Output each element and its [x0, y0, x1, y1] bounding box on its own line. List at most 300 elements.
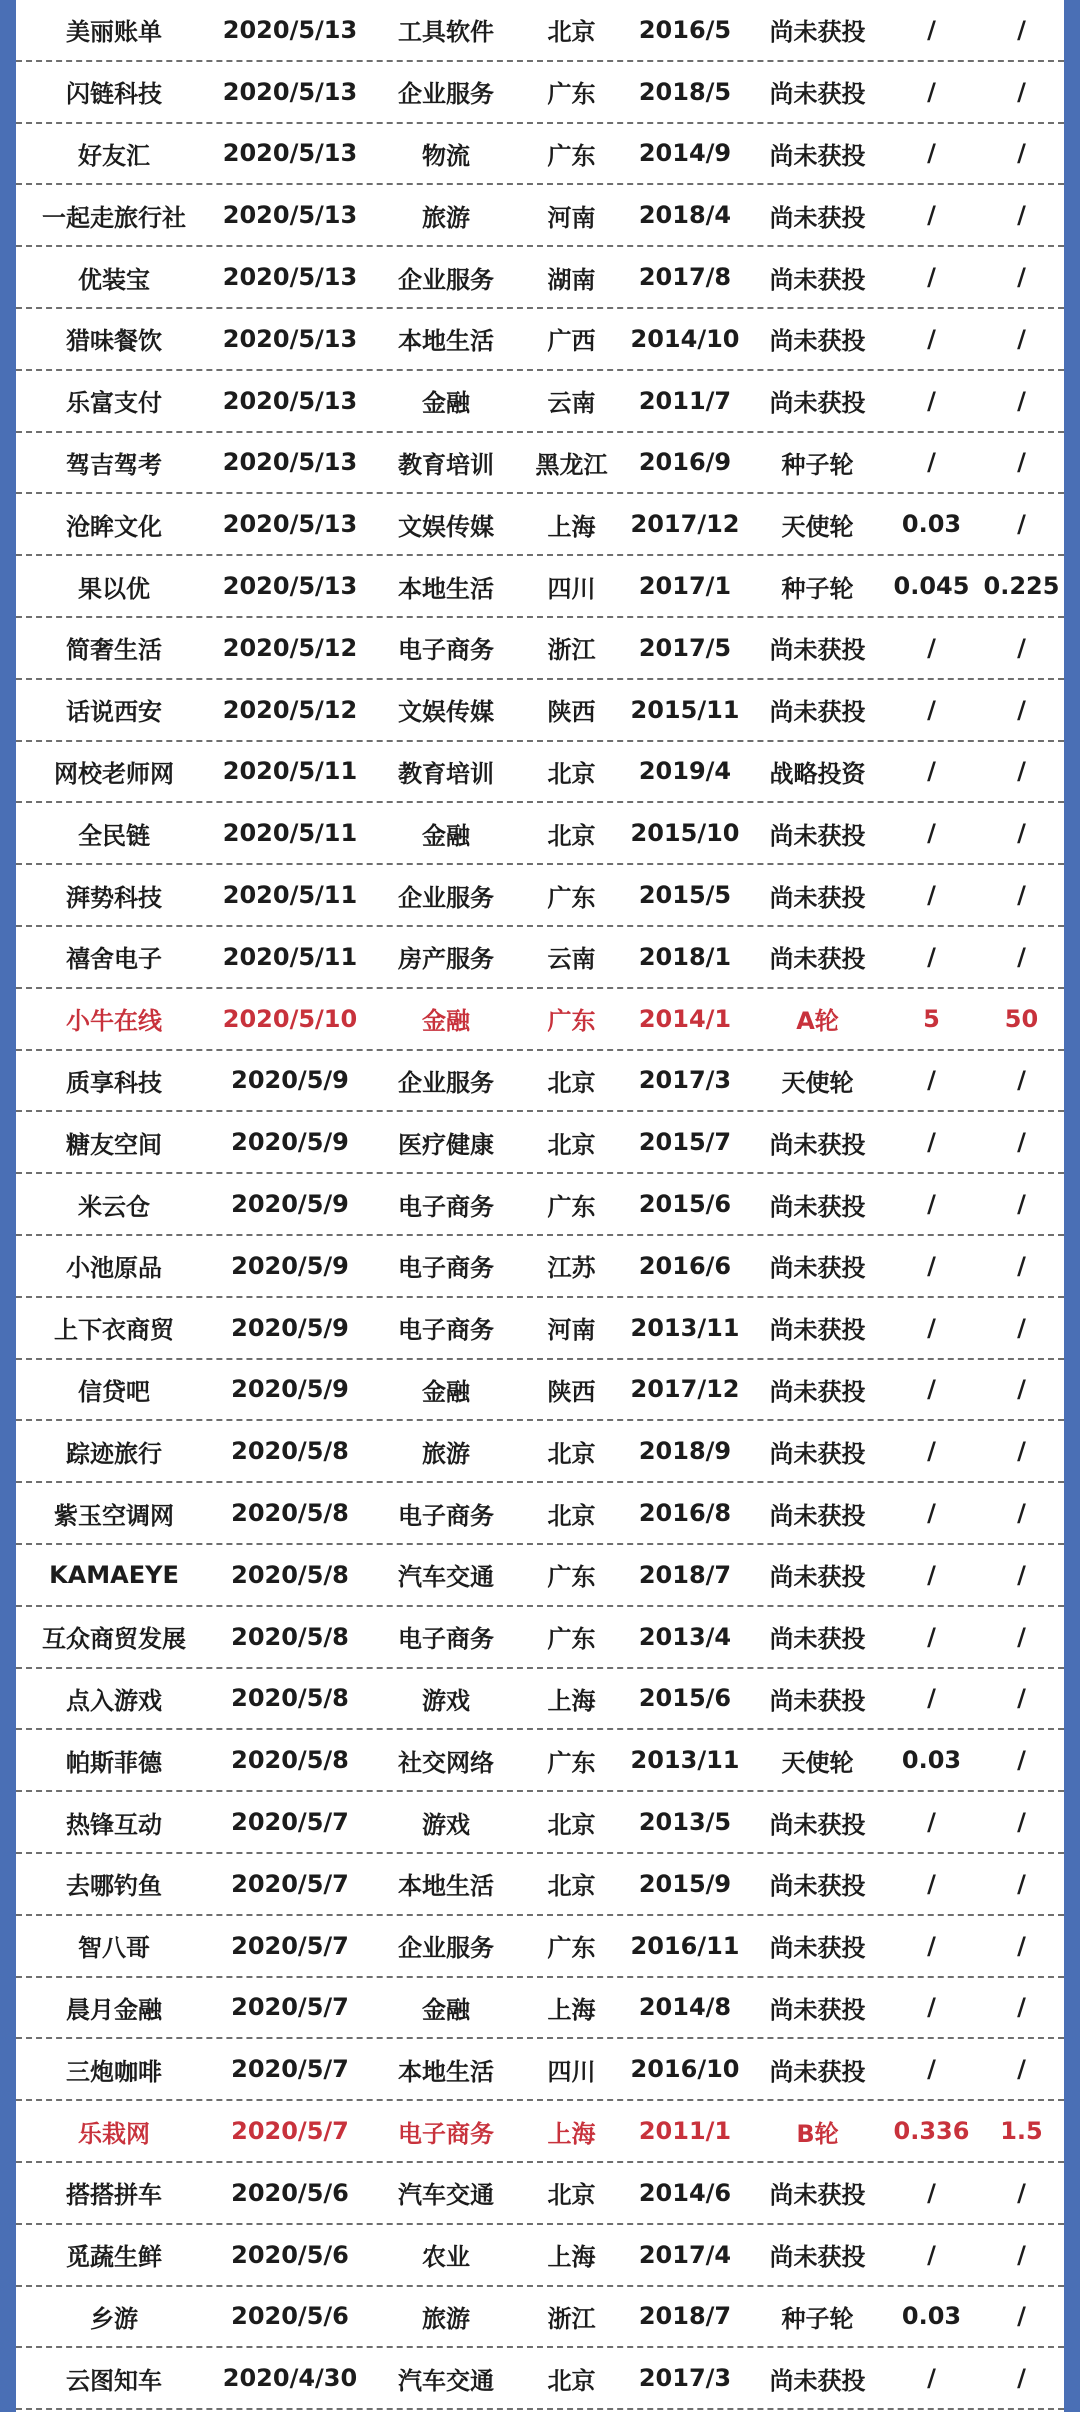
- founded-cell: 2015/7: [638, 1128, 732, 1157]
- table-row: [16, 1730, 1064, 1792]
- valuation-cell: /: [1017, 386, 1026, 415]
- region-cell: 广东: [547, 1625, 596, 1654]
- date-cell: 2020/5/12: [222, 695, 358, 724]
- amount-cell: /: [927, 1128, 936, 1157]
- company-name-cell: 全民链: [78, 821, 150, 850]
- date-cell: 2020/5/7: [231, 1993, 349, 2022]
- region-cell: 北京: [547, 1501, 596, 1530]
- round-cell: 尚未获投: [769, 2181, 866, 2210]
- valuation-cell: /: [1017, 2178, 1026, 2207]
- industry-cell: 企业服务: [398, 883, 494, 912]
- date-cell: 2020/5/11: [222, 942, 358, 971]
- table-row: [16, 0, 1064, 62]
- founded-cell: 2013/11: [630, 1313, 740, 1342]
- date-cell: 2020/5/11: [222, 819, 358, 848]
- valuation-cell: /: [1017, 1499, 1026, 1528]
- valuation-cell: /: [1017, 695, 1026, 724]
- valuation-cell: /: [1017, 2302, 1026, 2331]
- date-cell: 2020/5/8: [231, 1622, 349, 1651]
- industry-cell: 金融: [422, 1995, 470, 2024]
- founded-cell: 2017/4: [638, 2240, 732, 2269]
- round-cell: 尚未获投: [769, 389, 866, 418]
- amount-cell: /: [927, 139, 936, 168]
- valuation-cell: /: [1017, 1251, 1026, 1280]
- region-cell: 云南: [547, 389, 596, 418]
- region-cell: 江苏: [547, 1254, 596, 1283]
- table-row: [16, 1792, 1064, 1854]
- date-cell: 2020/5/8: [231, 1499, 349, 1528]
- round-cell: 尚未获投: [769, 265, 866, 294]
- table-row: [16, 1421, 1064, 1483]
- valuation-cell: /: [1017, 1808, 1026, 1837]
- company-name-cell: 搭搭拼车: [66, 2181, 162, 2210]
- amount-cell: 0.03: [901, 510, 962, 539]
- amount-cell: 0.03: [901, 1746, 962, 1775]
- industry-cell: 企业服务: [398, 80, 494, 109]
- amount-cell: /: [927, 1251, 936, 1280]
- company-name-cell: 果以优: [78, 574, 150, 603]
- amount-cell: /: [927, 2178, 936, 2207]
- table-row: [16, 1854, 1064, 1916]
- round-cell: 尚未获投: [769, 80, 866, 109]
- valuation-cell: 1.5: [1000, 2117, 1043, 2146]
- date-cell: 2020/5/7: [231, 1931, 349, 1960]
- founded-cell: 2014/9: [638, 139, 732, 168]
- company-name-cell: 小牛在线: [66, 1007, 162, 1036]
- industry-cell: 金融: [422, 1377, 470, 1406]
- company-name-cell: 驾吉驾考: [66, 450, 162, 479]
- valuation-cell: /: [1017, 263, 1026, 292]
- industry-cell: 电子商务: [398, 1316, 494, 1345]
- region-cell: 广东: [547, 141, 596, 170]
- region-cell: 河南: [547, 1316, 596, 1345]
- round-cell: 尚未获投: [769, 1686, 866, 1715]
- amount-cell: /: [927, 1066, 936, 1095]
- table-row: [16, 309, 1064, 371]
- valuation-cell: /: [1017, 1746, 1026, 1775]
- founded-cell: 2017/12: [630, 510, 740, 539]
- company-name-cell: 闪链科技: [66, 80, 162, 109]
- founded-cell: 2017/3: [638, 2364, 732, 2393]
- date-cell: 2020/5/13: [222, 15, 358, 44]
- region-cell: 四川: [547, 574, 596, 603]
- amount-cell: /: [927, 1869, 936, 1898]
- round-cell: 尚未获投: [769, 2243, 866, 2272]
- industry-cell: 旅游: [422, 2304, 470, 2333]
- valuation-cell: 0.225: [983, 572, 1060, 601]
- amount-cell: /: [927, 1437, 936, 1466]
- table-row: [16, 1174, 1064, 1236]
- region-cell: 黑龙江: [535, 450, 608, 479]
- table-row: [16, 247, 1064, 309]
- valuation-cell: /: [1017, 1560, 1026, 1589]
- date-cell: 2020/5/7: [231, 1808, 349, 1837]
- date-cell: 2020/5/13: [222, 201, 358, 230]
- table-row: [16, 742, 1064, 804]
- amount-cell: /: [927, 2055, 936, 2084]
- industry-cell: 企业服务: [398, 1068, 494, 1097]
- round-cell: 尚未获投: [769, 1934, 866, 1963]
- round-cell: 尚未获投: [769, 1810, 866, 1839]
- company-name-cell: 乐富支付: [66, 389, 162, 418]
- table-row: [16, 803, 1064, 865]
- company-name-cell: 猎味餐饮: [66, 327, 162, 356]
- company-name-cell: 热锋互动: [66, 1810, 162, 1839]
- founded-cell: 2016/11: [630, 1931, 740, 1960]
- company-name-cell: 米云仓: [78, 1192, 150, 1221]
- date-cell: 2020/5/6: [231, 2302, 349, 2331]
- valuation-cell: /: [1017, 1684, 1026, 1713]
- company-name-cell: 互众商贸发展: [42, 1625, 186, 1654]
- company-name-cell: 帕斯菲德: [66, 1748, 162, 1777]
- industry-cell: 本地生活: [398, 1872, 494, 1901]
- industry-cell: 物流: [422, 141, 470, 170]
- industry-cell: 企业服务: [398, 265, 494, 294]
- table-row: [16, 371, 1064, 433]
- founded-cell: 2018/9: [638, 1437, 732, 1466]
- founded-cell: 2017/1: [638, 572, 732, 601]
- founded-cell: 2015/6: [638, 1190, 732, 1219]
- amount-cell: 0.336: [893, 2117, 970, 2146]
- company-name-cell: 话说西安: [66, 698, 162, 727]
- region-cell: 广东: [547, 1563, 596, 1592]
- amount-cell: 5: [923, 1004, 940, 1033]
- company-name-cell: 觅蔬生鲜: [66, 2243, 162, 2272]
- founded-cell: 2011/7: [638, 386, 732, 415]
- industry-cell: 电子商务: [398, 1254, 494, 1283]
- founded-cell: 2017/8: [638, 263, 732, 292]
- industry-cell: 电子商务: [398, 2119, 494, 2148]
- amount-cell: /: [927, 324, 936, 353]
- industry-cell: 企业服务: [398, 1934, 494, 1963]
- industry-cell: 本地生活: [398, 327, 494, 356]
- date-cell: 2020/5/9: [231, 1375, 349, 1404]
- valuation-cell: /: [1017, 2240, 1026, 2269]
- founded-cell: 2014/1: [638, 1004, 732, 1033]
- amount-cell: 0.045: [893, 572, 970, 601]
- round-cell: 尚未获投: [769, 1316, 866, 1345]
- company-name-cell: 优装宝: [78, 265, 150, 294]
- table-row: [16, 1545, 1064, 1607]
- founded-cell: 2018/5: [638, 77, 732, 106]
- industry-cell: 金融: [422, 821, 470, 850]
- valuation-cell: /: [1017, 15, 1026, 44]
- round-cell: 天使轮: [781, 1748, 854, 1777]
- amount-cell: /: [927, 1313, 936, 1342]
- industry-cell: 电子商务: [398, 1192, 494, 1221]
- region-cell: 上海: [547, 512, 596, 541]
- date-cell: 2020/5/13: [222, 510, 358, 539]
- round-cell: 尚未获投: [769, 1995, 866, 2024]
- founded-cell: 2017/5: [638, 633, 732, 662]
- amount-cell: /: [927, 1560, 936, 1589]
- company-name-cell: 质享科技: [66, 1068, 162, 1097]
- date-cell: 2020/5/13: [222, 263, 358, 292]
- amount-cell: /: [927, 942, 936, 971]
- industry-cell: 教育培训: [398, 759, 494, 788]
- date-cell: 2020/5/9: [231, 1251, 349, 1280]
- amount-cell: /: [927, 2240, 936, 2269]
- founded-cell: 2011/1: [638, 2117, 732, 2146]
- valuation-cell: 50: [1004, 1004, 1039, 1033]
- region-cell: 北京: [547, 18, 596, 47]
- round-cell: 尚未获投: [769, 2057, 866, 2086]
- round-cell: 种子轮: [781, 450, 854, 479]
- valuation-cell: /: [1017, 1622, 1026, 1651]
- table-row: [16, 1916, 1064, 1978]
- table-row: [16, 1483, 1064, 1545]
- round-cell: 尚未获投: [769, 18, 866, 47]
- founded-cell: 2014/8: [638, 1993, 732, 2022]
- round-cell: 天使轮: [781, 1068, 854, 1097]
- valuation-cell: /: [1017, 1993, 1026, 2022]
- industry-cell: 金融: [422, 1007, 470, 1036]
- valuation-cell: /: [1017, 881, 1026, 910]
- date-cell: 2020/5/13: [222, 572, 358, 601]
- amount-cell: /: [927, 1499, 936, 1528]
- round-cell: 尚未获投: [769, 1130, 866, 1159]
- table-row: [16, 1360, 1064, 1422]
- industry-cell: 游戏: [422, 1686, 470, 1715]
- round-cell: 尚未获投: [769, 636, 866, 665]
- round-cell: 天使轮: [781, 512, 854, 541]
- region-cell: 湖南: [547, 265, 596, 294]
- valuation-cell: /: [1017, 942, 1026, 971]
- date-cell: 2020/5/6: [231, 2178, 349, 2207]
- round-cell: 尚未获投: [769, 1254, 866, 1283]
- industry-cell: 医疗健康: [398, 1130, 494, 1159]
- region-cell: 上海: [547, 2243, 596, 2272]
- company-name-cell: 三炮咖啡: [66, 2057, 162, 2086]
- company-name-cell: 禧舍电子: [66, 945, 162, 974]
- amount-cell: /: [927, 2364, 936, 2393]
- valuation-cell: /: [1017, 633, 1026, 662]
- founded-cell: 2016/9: [638, 448, 732, 477]
- date-cell: 2020/5/7: [231, 1869, 349, 1898]
- company-name-cell: 云图知车: [66, 2366, 162, 2395]
- amount-cell: /: [927, 386, 936, 415]
- round-cell: 尚未获投: [769, 2366, 866, 2395]
- valuation-cell: /: [1017, 2364, 1026, 2393]
- round-cell: 尚未获投: [769, 1563, 866, 1592]
- date-cell: 2020/5/9: [231, 1128, 349, 1157]
- date-cell: 2020/5/7: [231, 2055, 349, 2084]
- amount-cell: /: [927, 695, 936, 724]
- round-cell: 尚未获投: [769, 1439, 866, 1468]
- region-cell: 广东: [547, 1007, 596, 1036]
- table-row: [16, 494, 1064, 556]
- table-row: [16, 124, 1064, 186]
- table-row: [16, 433, 1064, 495]
- region-cell: 北京: [547, 759, 596, 788]
- founded-cell: 2013/5: [638, 1808, 732, 1837]
- valuation-cell: /: [1017, 1931, 1026, 1960]
- company-name-cell: 美丽账单: [66, 18, 162, 47]
- region-cell: 上海: [547, 1995, 596, 2024]
- region-cell: 广东: [547, 883, 596, 912]
- round-cell: 种子轮: [781, 574, 854, 603]
- valuation-cell: /: [1017, 2055, 1026, 2084]
- industry-cell: 旅游: [422, 1439, 470, 1468]
- region-cell: 广西: [547, 327, 596, 356]
- industry-cell: 社交网络: [398, 1748, 494, 1777]
- company-name-cell: 好友汇: [78, 141, 150, 170]
- round-cell: 尚未获投: [769, 1501, 866, 1530]
- industry-cell: 农业: [422, 2243, 470, 2272]
- company-name-cell: 小池原品: [66, 1254, 162, 1283]
- valuation-cell: /: [1017, 1869, 1026, 1898]
- valuation-cell: /: [1017, 1375, 1026, 1404]
- industry-cell: 本地生活: [398, 2057, 494, 2086]
- table-row: [16, 1236, 1064, 1298]
- valuation-cell: /: [1017, 757, 1026, 786]
- company-name-cell: 一起走旅行社: [42, 203, 186, 232]
- amount-cell: /: [927, 1375, 936, 1404]
- table-row: [16, 2225, 1064, 2287]
- table-row: [16, 556, 1064, 618]
- date-cell: 2020/5/13: [222, 448, 358, 477]
- industry-cell: 汽车交通: [398, 1563, 494, 1592]
- amount-cell: /: [927, 201, 936, 230]
- founded-cell: 2016/6: [638, 1251, 732, 1280]
- round-cell: 尚未获投: [769, 945, 866, 974]
- company-name-cell: 点入游戏: [66, 1686, 162, 1715]
- region-cell: 广东: [547, 80, 596, 109]
- region-cell: 北京: [547, 2181, 596, 2210]
- date-cell: 2020/5/13: [222, 139, 358, 168]
- company-name-cell: 晨月金融: [66, 1995, 162, 2024]
- date-cell: 2020/5/13: [222, 386, 358, 415]
- region-cell: 云南: [547, 945, 596, 974]
- amount-cell: /: [927, 1190, 936, 1219]
- date-cell: 2020/5/8: [231, 1746, 349, 1775]
- amount-cell: /: [927, 1684, 936, 1713]
- industry-cell: 本地生活: [398, 574, 494, 603]
- industry-cell: 金融: [422, 389, 470, 418]
- company-name-cell: 信贷吧: [78, 1377, 150, 1406]
- region-cell: 四川: [547, 2057, 596, 2086]
- region-cell: 浙江: [547, 636, 596, 665]
- founded-cell: 2016/10: [630, 2055, 740, 2084]
- round-cell: 尚未获投: [769, 203, 866, 232]
- valuation-cell: /: [1017, 77, 1026, 106]
- table-row: [16, 1978, 1064, 2040]
- region-cell: 上海: [547, 2119, 596, 2148]
- company-name-cell: 沧眸文化: [66, 512, 162, 541]
- industry-cell: 工具软件: [398, 18, 494, 47]
- industry-cell: 电子商务: [398, 636, 494, 665]
- founded-cell: 2017/3: [638, 1066, 732, 1095]
- founded-cell: 2015/10: [630, 819, 740, 848]
- amount-cell: 0.03: [901, 2302, 962, 2331]
- date-cell: 2020/5/13: [222, 77, 358, 106]
- round-cell: B轮: [796, 2119, 839, 2148]
- date-cell: 2020/5/9: [231, 1066, 349, 1095]
- region-cell: 广东: [547, 1934, 596, 1963]
- company-name-cell: 踪迹旅行: [66, 1439, 162, 1468]
- date-cell: 2020/5/8: [231, 1437, 349, 1466]
- founded-cell: 2018/1: [638, 942, 732, 971]
- round-cell: A轮: [796, 1007, 839, 1036]
- date-cell: 2020/4/30: [222, 2364, 358, 2393]
- industry-cell: 教育培训: [398, 450, 494, 479]
- table-row: [16, 1112, 1064, 1174]
- amount-cell: /: [927, 633, 936, 662]
- date-cell: 2020/5/7: [231, 2117, 349, 2146]
- founded-cell: 2017/12: [630, 1375, 740, 1404]
- round-cell: 种子轮: [781, 2304, 854, 2333]
- company-name-cell: 紫玉空调网: [54, 1501, 174, 1530]
- region-cell: 北京: [547, 1872, 596, 1901]
- date-cell: 2020/5/12: [222, 633, 358, 662]
- industry-cell: 汽车交通: [398, 2181, 494, 2210]
- amount-cell: /: [927, 819, 936, 848]
- valuation-cell: /: [1017, 1128, 1026, 1157]
- company-name-cell: 去哪钓鱼: [66, 1872, 162, 1901]
- date-cell: 2020/5/8: [231, 1560, 349, 1589]
- round-cell: 尚未获投: [769, 327, 866, 356]
- founded-cell: 2016/8: [638, 1499, 732, 1528]
- table-row: [16, 865, 1064, 927]
- region-cell: 北京: [547, 1068, 596, 1097]
- date-cell: 2020/5/10: [222, 1004, 358, 1033]
- date-cell: 2020/5/9: [231, 1190, 349, 1219]
- founded-cell: 2018/7: [638, 1560, 732, 1589]
- region-cell: 北京: [547, 1810, 596, 1839]
- industry-cell: 汽车交通: [398, 2366, 494, 2395]
- region-cell: 陕西: [547, 1377, 596, 1406]
- amount-cell: /: [927, 881, 936, 910]
- region-cell: 陕西: [547, 698, 596, 727]
- valuation-cell: /: [1017, 139, 1026, 168]
- table-row: [16, 680, 1064, 742]
- industry-cell: 旅游: [422, 203, 470, 232]
- round-cell: 尚未获投: [769, 1872, 866, 1901]
- founded-cell: 2019/4: [638, 757, 732, 786]
- company-name-cell: 乡游: [90, 2304, 138, 2333]
- founded-cell: 2015/9: [638, 1869, 732, 1898]
- date-cell: 2020/5/6: [231, 2240, 349, 2269]
- amount-cell: /: [927, 448, 936, 477]
- round-cell: 尚未获投: [769, 883, 866, 912]
- company-name-cell: 智八哥: [78, 1934, 150, 1963]
- valuation-cell: /: [1017, 1066, 1026, 1095]
- region-cell: 浙江: [547, 2304, 596, 2333]
- region-cell: 河南: [547, 203, 596, 232]
- table-row: [16, 2163, 1064, 2225]
- table-row: [16, 1607, 1064, 1669]
- date-cell: 2020/5/11: [222, 757, 358, 786]
- table-row: [16, 185, 1064, 247]
- founded-cell: 2015/5: [638, 881, 732, 910]
- company-name-cell: 简奢生活: [66, 636, 162, 665]
- founded-cell: 2016/5: [638, 15, 732, 44]
- region-cell: 上海: [547, 1686, 596, 1715]
- round-cell: 尚未获投: [769, 821, 866, 850]
- round-cell: 尚未获投: [769, 1625, 866, 1654]
- table-row: [16, 62, 1064, 124]
- table-row: [16, 989, 1064, 1051]
- region-cell: 北京: [547, 1130, 596, 1159]
- founded-cell: 2018/4: [638, 201, 732, 230]
- table-row: [16, 1298, 1064, 1360]
- round-cell: 尚未获投: [769, 698, 866, 727]
- table-row: [16, 2287, 1064, 2349]
- valuation-cell: /: [1017, 1313, 1026, 1342]
- table-row: [16, 1051, 1064, 1113]
- founded-cell: 2018/7: [638, 2302, 732, 2331]
- amount-cell: /: [927, 1808, 936, 1837]
